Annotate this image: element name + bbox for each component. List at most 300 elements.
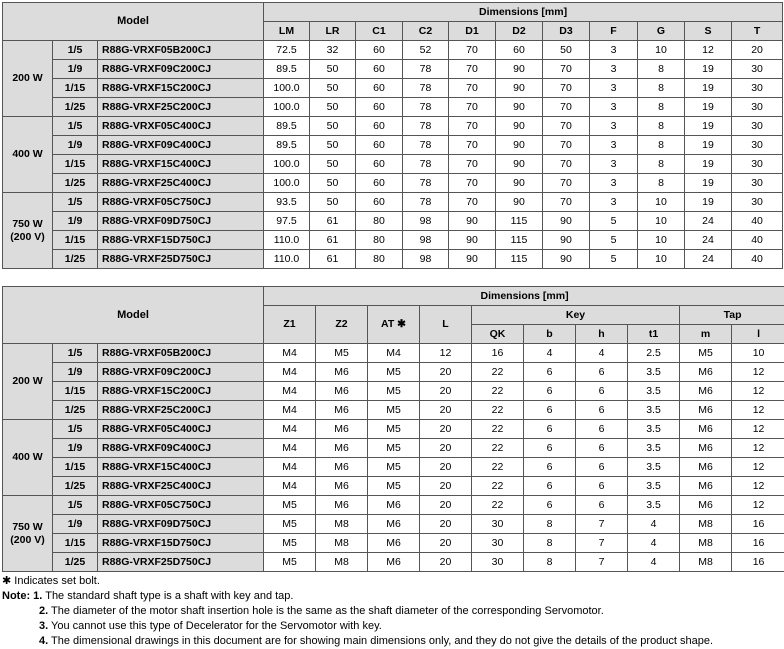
value-cell: 24 <box>685 231 732 250</box>
ratio-cell: 1/5 <box>53 344 98 363</box>
value-cell: 8 <box>638 117 685 136</box>
value-cell: M8 <box>680 553 732 572</box>
value-cell: 7 <box>576 553 628 572</box>
col-header: D3 <box>543 22 590 41</box>
value-cell: 97.5 <box>264 212 310 231</box>
model-cell: R88G-VRXF25C400CJ <box>98 174 264 193</box>
table-row <box>3 174 783 193</box>
table-row <box>3 439 784 458</box>
value-cell: 10 <box>638 231 685 250</box>
col-header-b: b <box>524 325 576 344</box>
value-cell: 16 <box>472 344 524 363</box>
value-cell: M6 <box>316 477 368 496</box>
value-cell: 70 <box>449 79 496 98</box>
value-cell: 50 <box>310 174 356 193</box>
value-cell: 8 <box>638 155 685 174</box>
value-cell: 8 <box>638 136 685 155</box>
value-cell: 100.0 <box>264 155 310 174</box>
ratio-cell: 1/5 <box>53 117 98 136</box>
power-group-label <box>3 117 53 193</box>
value-cell: 60 <box>356 136 403 155</box>
value-cell: 12 <box>732 363 784 382</box>
value-cell: 7 <box>576 534 628 553</box>
model-cell: R88G-VRXF09C400CJ <box>98 136 264 155</box>
value-cell: 70 <box>543 79 590 98</box>
value-cell: 40 <box>732 231 783 250</box>
model-header: Model <box>3 3 264 41</box>
table-row <box>3 98 783 117</box>
value-cell: 20 <box>420 382 472 401</box>
value-cell: 98 <box>403 212 449 231</box>
value-cell: 6 <box>524 420 576 439</box>
model-cell: R88G-VRXF15C400CJ <box>98 155 264 174</box>
value-cell: 24 <box>685 212 732 231</box>
model-cell: R88G-VRXF05C400CJ <box>98 420 264 439</box>
value-cell: 6 <box>524 439 576 458</box>
ratio-cell: 1/9 <box>53 212 98 231</box>
value-cell: 6 <box>576 496 628 515</box>
model-cell: R88G-VRXF09C200CJ <box>98 363 264 382</box>
value-cell: 22 <box>472 458 524 477</box>
value-cell: M4 <box>264 477 316 496</box>
value-cell: 19 <box>685 193 732 212</box>
value-cell: 89.5 <box>264 136 310 155</box>
value-cell: 6 <box>524 477 576 496</box>
value-cell: 70 <box>543 98 590 117</box>
model-cell: R88G-VRXF05B200CJ <box>98 344 264 363</box>
value-cell: 50 <box>310 98 356 117</box>
col-header-z1: Z1 <box>264 306 316 344</box>
value-cell: 78 <box>403 136 449 155</box>
value-cell: 30 <box>732 79 783 98</box>
col-header-l-tap: l <box>732 325 784 344</box>
value-cell: 4 <box>628 534 680 553</box>
value-cell: 19 <box>685 79 732 98</box>
value-cell: M4 <box>264 458 316 477</box>
col-header-at: AT ✱ <box>368 306 420 344</box>
value-cell: 70 <box>449 174 496 193</box>
value-cell: 70 <box>449 193 496 212</box>
value-cell: M8 <box>680 534 732 553</box>
value-cell: 52 <box>403 41 449 60</box>
value-cell: 70 <box>449 155 496 174</box>
col-header: T <box>732 22 783 41</box>
voltage-label: (200 V) <box>3 534 52 547</box>
col-header-z2: Z2 <box>316 306 368 344</box>
model-cell: R88G-VRXF25C200CJ <box>98 401 264 420</box>
power-label: 750 W <box>3 521 52 534</box>
value-cell: 80 <box>356 231 403 250</box>
table-row <box>3 515 784 534</box>
value-cell: 20 <box>732 41 783 60</box>
note-item <box>2 619 782 634</box>
value-cell: 12 <box>732 496 784 515</box>
ratio-cell: 1/25 <box>53 553 98 572</box>
value-cell: 22 <box>472 420 524 439</box>
value-cell: 3.5 <box>628 401 680 420</box>
value-cell: M6 <box>680 363 732 382</box>
value-cell: M5 <box>264 515 316 534</box>
value-cell: 110.0 <box>264 250 310 269</box>
value-cell: 90 <box>543 231 590 250</box>
value-cell: 8 <box>638 174 685 193</box>
value-cell: 80 <box>356 212 403 231</box>
ratio-cell: 1/5 <box>53 41 98 60</box>
value-cell: 3 <box>590 193 638 212</box>
value-cell: M4 <box>264 420 316 439</box>
power-group-label <box>3 420 53 496</box>
value-cell: 5 <box>590 231 638 250</box>
value-cell: 98 <box>403 231 449 250</box>
table-row <box>3 250 783 269</box>
value-cell: 60 <box>356 155 403 174</box>
model-cell: R88G-VRXF05C750CJ <box>98 193 264 212</box>
value-cell: 4 <box>524 344 576 363</box>
value-cell: M5 <box>368 401 420 420</box>
model-cell: R88G-VRXF05C400CJ <box>98 117 264 136</box>
model-cell: R88G-VRXF25D750CJ <box>98 553 264 572</box>
ratio-cell: 1/25 <box>53 98 98 117</box>
value-cell: 3.5 <box>628 420 680 439</box>
dimensions-table-2 <box>2 286 784 572</box>
value-cell: 90 <box>496 155 543 174</box>
value-cell: 61 <box>310 231 356 250</box>
value-cell: 78 <box>403 60 449 79</box>
value-cell: 90 <box>496 174 543 193</box>
note-item <box>2 589 782 604</box>
value-cell: 5 <box>590 212 638 231</box>
value-cell: M5 <box>264 534 316 553</box>
ratio-cell: 1/15 <box>53 458 98 477</box>
value-cell: M5 <box>368 382 420 401</box>
key-header: Key <box>472 306 680 325</box>
value-cell: M6 <box>316 439 368 458</box>
note-number: 4. <box>39 635 48 647</box>
value-cell: 61 <box>310 250 356 269</box>
value-cell: 20 <box>420 496 472 515</box>
value-cell: 78 <box>403 98 449 117</box>
value-cell: M5 <box>264 553 316 572</box>
value-cell: 80 <box>356 250 403 269</box>
model-header: Model <box>3 287 264 344</box>
power-label: 750 W <box>3 218 52 231</box>
value-cell: 8 <box>638 98 685 117</box>
value-cell: 6 <box>576 363 628 382</box>
value-cell: M4 <box>264 363 316 382</box>
note-text: The dimensional drawings in this document are for showing main dimensions only, and they do not give the details of the product shape. <box>51 635 713 647</box>
table-row <box>3 231 783 250</box>
asterisk-note: ✱ Indicates set bolt. <box>2 574 782 589</box>
value-cell: 20 <box>420 363 472 382</box>
value-cell: 115 <box>496 231 543 250</box>
value-cell: 10 <box>638 41 685 60</box>
power-group-label <box>3 496 53 572</box>
value-cell: 12 <box>685 41 732 60</box>
power-group-label <box>3 41 53 117</box>
value-cell: 115 <box>496 212 543 231</box>
table-row <box>3 117 783 136</box>
note-number: 1. <box>33 590 42 602</box>
value-cell: 3 <box>590 41 638 60</box>
model-cell: R88G-VRXF05C750CJ <box>98 496 264 515</box>
power-group-label <box>3 344 53 420</box>
col-header: D2 <box>496 22 543 41</box>
value-cell: 3 <box>590 79 638 98</box>
value-cell: 10 <box>638 250 685 269</box>
value-cell: 60 <box>356 98 403 117</box>
value-cell: M6 <box>368 534 420 553</box>
value-cell: M6 <box>316 382 368 401</box>
col-header: LM <box>264 22 310 41</box>
value-cell: 3.5 <box>628 363 680 382</box>
value-cell: 30 <box>472 515 524 534</box>
power-label: 400 W <box>3 451 52 464</box>
col-header: C1 <box>356 22 403 41</box>
ratio-cell: 1/25 <box>53 250 98 269</box>
value-cell: 70 <box>543 60 590 79</box>
value-cell: 12 <box>732 439 784 458</box>
value-cell: 6 <box>576 458 628 477</box>
ratio-cell: 1/9 <box>53 136 98 155</box>
ratio-cell: 1/25 <box>53 401 98 420</box>
value-cell: 10 <box>732 344 784 363</box>
table-row <box>3 344 784 363</box>
value-cell: M5 <box>368 363 420 382</box>
value-cell: 3 <box>590 98 638 117</box>
dimensions-table-1 <box>2 2 783 269</box>
table-row <box>3 420 784 439</box>
value-cell: 6 <box>576 382 628 401</box>
value-cell: 60 <box>496 41 543 60</box>
value-cell: 115 <box>496 250 543 269</box>
value-cell: M5 <box>680 344 732 363</box>
value-cell: M4 <box>264 439 316 458</box>
value-cell: 5 <box>590 250 638 269</box>
value-cell: 20 <box>420 477 472 496</box>
value-cell: 12 <box>420 344 472 363</box>
value-cell: 90 <box>496 98 543 117</box>
value-cell: M6 <box>316 420 368 439</box>
value-cell: M6 <box>680 439 732 458</box>
ratio-cell: 1/25 <box>53 477 98 496</box>
value-cell: 20 <box>420 439 472 458</box>
value-cell: M8 <box>316 553 368 572</box>
value-cell: 19 <box>685 174 732 193</box>
table-row <box>3 553 784 572</box>
value-cell: M5 <box>368 477 420 496</box>
value-cell: 20 <box>420 401 472 420</box>
notes <box>2 574 782 649</box>
value-cell: M5 <box>368 439 420 458</box>
value-cell: 8 <box>524 515 576 534</box>
value-cell: 90 <box>449 231 496 250</box>
value-cell: 20 <box>420 534 472 553</box>
value-cell: 12 <box>732 401 784 420</box>
value-cell: M6 <box>680 420 732 439</box>
value-cell: 89.5 <box>264 117 310 136</box>
table-body <box>3 41 783 269</box>
value-cell: 8 <box>638 79 685 98</box>
value-cell: M4 <box>264 401 316 420</box>
value-cell: 6 <box>524 458 576 477</box>
note-text: The standard shaft type is a shaft with key and tap. <box>45 590 293 602</box>
power-group-label <box>3 193 53 269</box>
value-cell: 20 <box>420 458 472 477</box>
ratio-cell: 1/15 <box>53 534 98 553</box>
value-cell: 30 <box>732 60 783 79</box>
value-cell: 30 <box>732 98 783 117</box>
value-cell: 2.5 <box>628 344 680 363</box>
value-cell: 22 <box>472 439 524 458</box>
value-cell: 78 <box>403 174 449 193</box>
value-cell: 30 <box>732 117 783 136</box>
value-cell: M4 <box>264 344 316 363</box>
power-label: 200 W <box>3 72 52 85</box>
col-header-t1: t1 <box>628 325 680 344</box>
value-cell: 30 <box>472 534 524 553</box>
note-text: The diameter of the motor shaft insertion hole is the same as the shaft diameter of the corresponding Servomotor. <box>51 605 604 617</box>
value-cell: 78 <box>403 117 449 136</box>
value-cell: 32 <box>310 41 356 60</box>
col-header-m: m <box>680 325 732 344</box>
value-cell: 30 <box>732 174 783 193</box>
value-cell: 3.5 <box>628 477 680 496</box>
value-cell: 16 <box>732 534 784 553</box>
value-cell: 3 <box>590 155 638 174</box>
note-text: You cannot use this type of Decelerator for the Servomotor with key. <box>51 620 382 632</box>
value-cell: 22 <box>472 382 524 401</box>
value-cell: M6 <box>316 363 368 382</box>
value-cell: 50 <box>310 136 356 155</box>
value-cell: 6 <box>524 363 576 382</box>
power-label: 200 W <box>3 375 52 388</box>
value-cell: M6 <box>316 458 368 477</box>
ratio-cell: 1/5 <box>53 420 98 439</box>
note-label: Note: <box>2 590 30 602</box>
value-cell: M5 <box>264 496 316 515</box>
model-cell: R88G-VRXF09D750CJ <box>98 515 264 534</box>
value-cell: 30 <box>472 553 524 572</box>
dimensions-header: Dimensions [mm] <box>264 287 784 306</box>
value-cell: 6 <box>524 382 576 401</box>
value-cell: 60 <box>356 193 403 212</box>
note-item <box>2 634 782 649</box>
note-number: 2. <box>39 605 48 617</box>
value-cell: 22 <box>472 401 524 420</box>
tap-header: Tap <box>680 306 784 325</box>
model-cell: R88G-VRXF15C200CJ <box>98 79 264 98</box>
value-cell: 6 <box>576 420 628 439</box>
col-header: D1 <box>449 22 496 41</box>
value-cell: 90 <box>449 212 496 231</box>
value-cell: M6 <box>368 553 420 572</box>
value-cell: 90 <box>449 250 496 269</box>
col-header-l: L <box>420 306 472 344</box>
value-cell: 8 <box>524 553 576 572</box>
value-cell: 30 <box>732 155 783 174</box>
value-cell: 70 <box>543 193 590 212</box>
value-cell: 6 <box>576 401 628 420</box>
ratio-cell: 1/9 <box>53 60 98 79</box>
value-cell: 12 <box>732 382 784 401</box>
table-row <box>3 41 783 60</box>
table-row <box>3 212 783 231</box>
value-cell: 6 <box>576 439 628 458</box>
value-cell: 90 <box>496 193 543 212</box>
value-cell: 90 <box>496 136 543 155</box>
value-cell: M6 <box>680 458 732 477</box>
value-cell: M6 <box>680 496 732 515</box>
value-cell: 3.5 <box>628 382 680 401</box>
value-cell: 90 <box>543 250 590 269</box>
value-cell: 12 <box>732 458 784 477</box>
value-cell: 3 <box>590 136 638 155</box>
value-cell: 50 <box>310 79 356 98</box>
value-cell: 19 <box>685 136 732 155</box>
value-cell: 16 <box>732 515 784 534</box>
table-row <box>3 401 784 420</box>
power-label: 400 W <box>3 148 52 161</box>
model-cell: R88G-VRXF09D750CJ <box>98 212 264 231</box>
value-cell: 24 <box>685 250 732 269</box>
value-cell: 50 <box>310 193 356 212</box>
value-cell: 90 <box>496 117 543 136</box>
value-cell: 70 <box>543 117 590 136</box>
model-cell: R88G-VRXF15C200CJ <box>98 382 264 401</box>
value-cell: 6 <box>524 401 576 420</box>
table-row <box>3 382 784 401</box>
value-cell: M8 <box>316 534 368 553</box>
col-header: LR <box>310 22 356 41</box>
value-cell: 22 <box>472 496 524 515</box>
value-cell: 10 <box>638 193 685 212</box>
value-cell: 60 <box>356 41 403 60</box>
value-cell: M5 <box>316 344 368 363</box>
value-cell: M6 <box>680 401 732 420</box>
table-row <box>3 136 783 155</box>
ratio-cell: 1/9 <box>53 363 98 382</box>
value-cell: 8 <box>524 534 576 553</box>
value-cell: 90 <box>496 60 543 79</box>
ratio-cell: 1/9 <box>53 439 98 458</box>
note-number: 3. <box>39 620 48 632</box>
value-cell: 70 <box>449 98 496 117</box>
table-row <box>3 477 784 496</box>
model-cell: R88G-VRXF25C200CJ <box>98 98 264 117</box>
value-cell: 19 <box>685 117 732 136</box>
value-cell: M4 <box>264 382 316 401</box>
value-cell: M8 <box>680 515 732 534</box>
value-cell: 70 <box>543 174 590 193</box>
dimensions-header: Dimensions [mm] <box>264 3 783 22</box>
value-cell: 4 <box>628 553 680 572</box>
value-cell: 8 <box>638 60 685 79</box>
col-header: G <box>638 22 685 41</box>
voltage-label: (200 V) <box>3 231 52 244</box>
value-cell: 19 <box>685 155 732 174</box>
value-cell: 78 <box>403 193 449 212</box>
model-cell: R88G-VRXF25D750CJ <box>98 250 264 269</box>
value-cell: 30 <box>732 193 783 212</box>
ratio-cell: 1/15 <box>53 155 98 174</box>
value-cell: 100.0 <box>264 98 310 117</box>
table-body <box>3 344 784 572</box>
model-cell: R88G-VRXF15D750CJ <box>98 231 264 250</box>
value-cell: M6 <box>680 382 732 401</box>
value-cell: 70 <box>543 155 590 174</box>
value-cell: 70 <box>449 60 496 79</box>
value-cell: 3.5 <box>628 458 680 477</box>
